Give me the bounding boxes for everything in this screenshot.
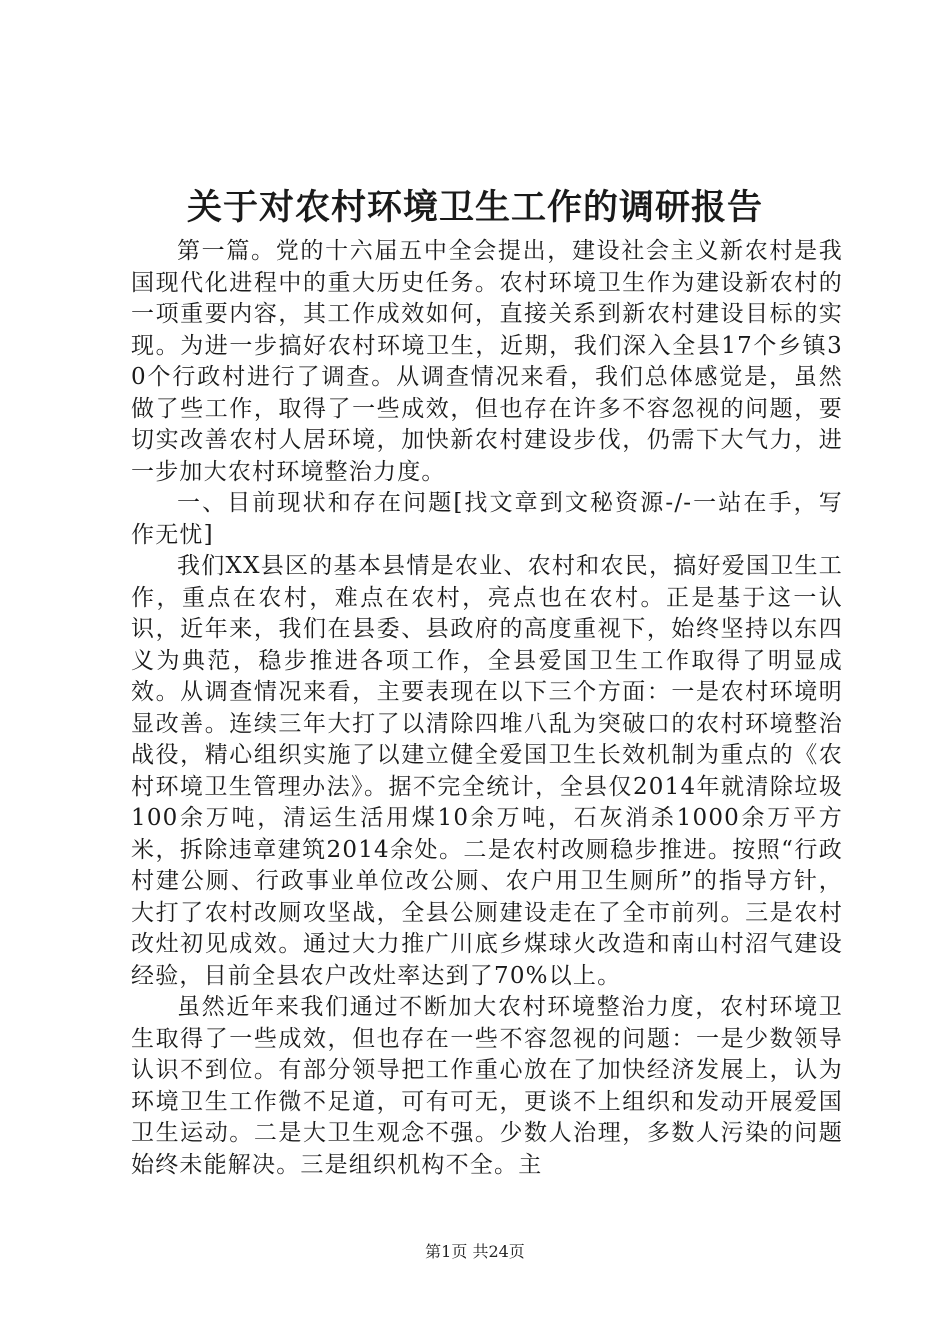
paragraph-problems: 虽然近年来我们通过不断加大农村环境整治力度，农村环境卫生取得了一些成效，但也存在一些不容忽视的问题：一是少数领导认识不到位。有部分领导把工作重心放在了加快经济发展上，认为环境卫生工作微不足道，可有可无，更谈不上组织和发动开展爱国卫生运动。二是大卫生观念不强。少数人治理，多数人污染的问题始终未能解决。三是组织机构不全。主 bbox=[131, 994, 843, 1178]
paragraph-achievements: 我们XX县区的基本县情是农业、农村和农民，搞好爱国卫生工作，重点在农村，难点在农村，亮点也在农村。正是基于这一认识，近年来，我们在县委、县政府的高度重视下，始终坚持以东四义为典范，稳步推进各项工作，全县爱国卫生工作取得了明显成效。从调查情况来看，主要表现在以下三个方面：一是农村环境明显改善。连续三年大打了以清除四堆八乱为突破口的农村环境整治战役，精心组织实施了以建立健全爱国卫生长效机制为重点的《农村环境卫生管理办法》。据不完全统计，全县仅2014年就清除垃圾100余万吨，清运生活用煤10余万吨，石灰消杀1000余万平方米，拆除违章建筑2014余处。二是农村改厕稳步推进。按照“行政村建公厕、行政事业单位改公厕、农户用卫生厕所”的指导方针，大打了农村改厕攻坚战，全县公厕建设走在了全市前列。三是农村改灶初见成效。通过大力推广川底乡煤球火改造和南山村沼气建设经验，目前全县农户改灶率达到了70%以上。 bbox=[131, 553, 843, 989]
document-body bbox=[131, 236, 843, 1181]
document-title: 关于对农村环境卫生工作的调研报告 bbox=[186, 187, 763, 228]
paragraph-intro: 第一篇。党的十六届五中全会提出，建设社会主义新农村是我国现代化进程中的重大历史任务。农村环境卫生作为建设新农村的一项重要内容，其工作成效如何，直接关系到新农村建设目标的实现。为进一步搞好农村环境卫生，近期，我们深入全县17个乡镇30个行政村进行了调查。从调查情况来看，我们总体感觉是，虽然做了些工作，取得了一些成效，但也存在许多不容忽视的问题，要切实改善农村人居环境，加快新农村建设步伐，仍需下大气力，进一步加大农村环境整治力度。 bbox=[131, 238, 843, 485]
page-footer: 第1页 共24页 bbox=[425, 1242, 525, 1261]
section-heading-current-status: 一、目前现状和存在问题[找文章到文秘资源-/-一站在手，写作无忧] bbox=[131, 490, 843, 548]
